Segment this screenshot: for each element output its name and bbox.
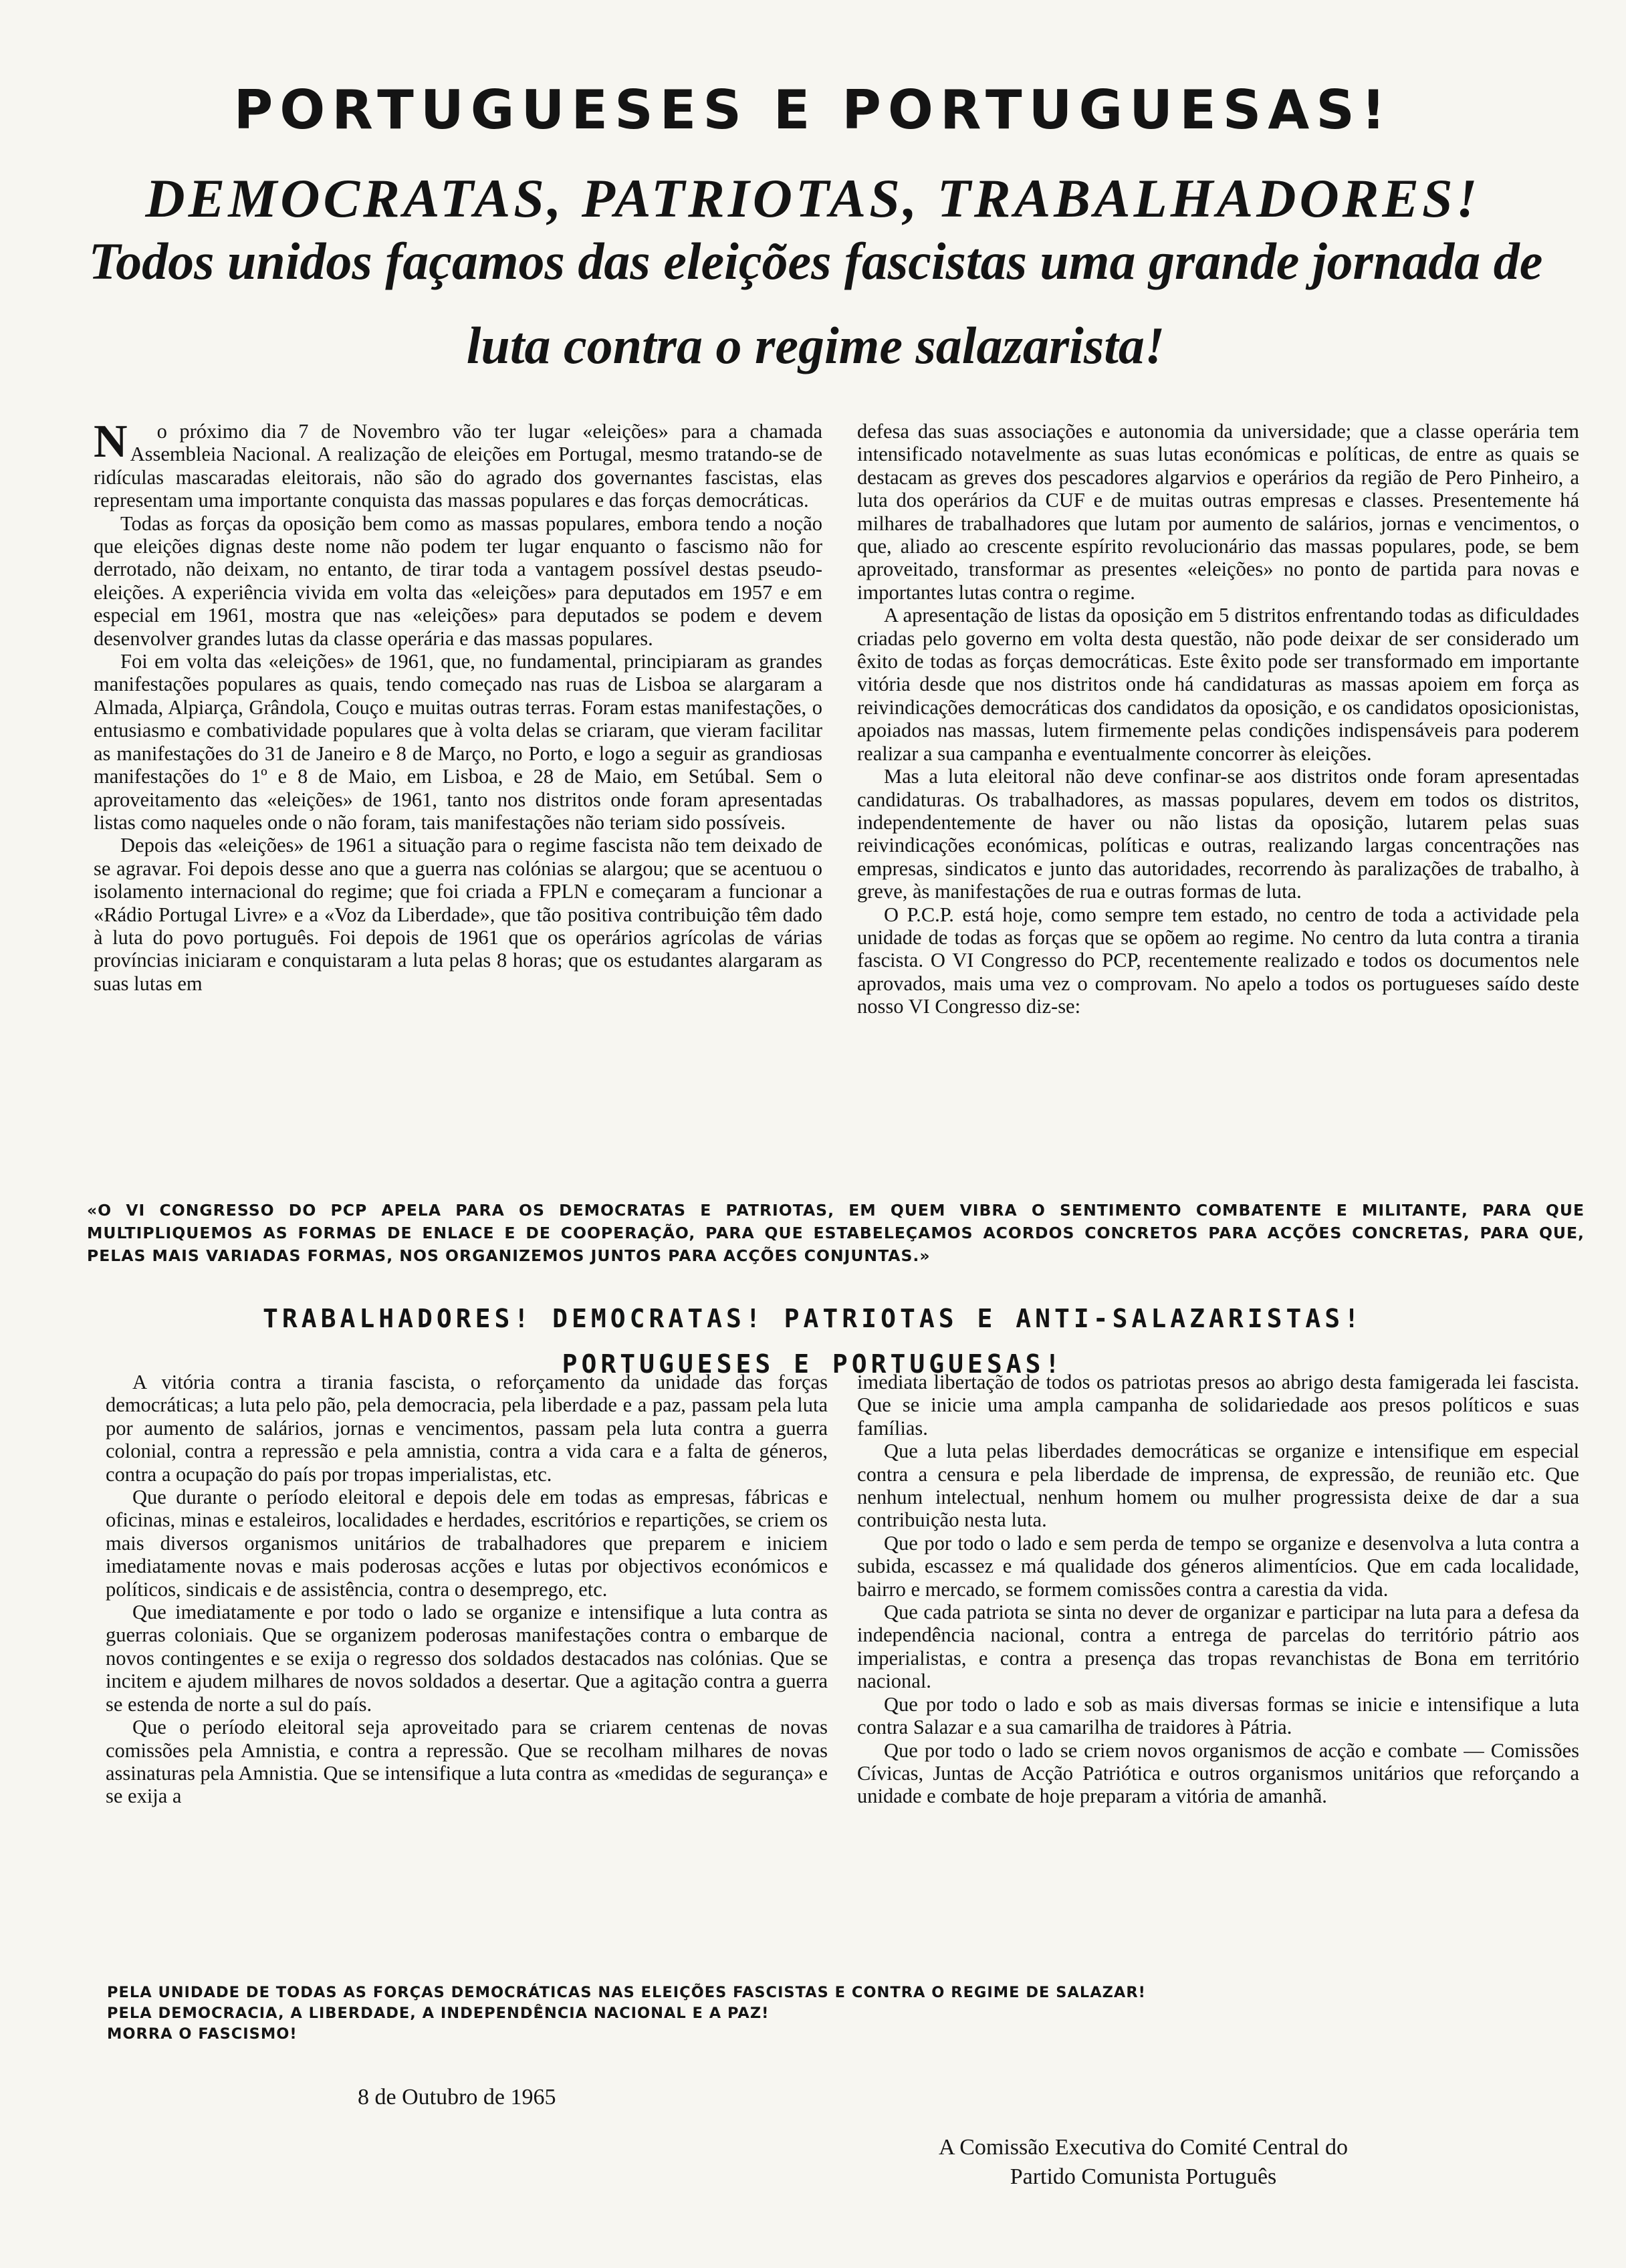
closing-line: PELA DEMOCRACIA, A LIBERDADE, A INDEPENDÊNCIA NACIONAL E A PAZ!	[107, 2005, 770, 2022]
column-3	[106, 1371, 828, 1808]
subhead: DEMOCRATAS, PATRIOTAS, TRABALHADORES!	[145, 168, 1481, 229]
paragraph: Que durante o período eleitoral e depois dele em todas as empresas, fábricas e oficinas, minas e estaleiros, localidades e herdades, escritórios e repartições, se criem os mais diversos organismos unitários de trabalhadores que preparem e iniciem imediatamente novas e mais poderosas acções e lutas por objectivos económicos e políticos, sindicais e de assistência, contra o desemprego, etc.	[106, 1486, 828, 1601]
callout-line-1: TRABALHADORES! DEMOCRATAS! PATRIOTAS E ANTI-SALAZARISTAS!	[262, 1304, 1364, 1333]
drop-cap: N	[94, 416, 128, 467]
paragraph: Que por todo o lado e sem perda de tempo se organize e desenvolva a luta contra a subida, escassez e má qualidade dos géneros alimentícios. Que em cada localidade, bairro e mercado, se formem comissões contra a carestia da vida.	[857, 1531, 1579, 1601]
slogan: Todos unidos façamos das eleições fascistas uma grande jornada de luta contra o regime salazarista!	[88, 232, 1543, 374]
paragraph: Mas a luta eleitoral não deve confinar-se aos distritos onde foram apresentadas candidaturas. Os trabalhadores, as massas populares, devem em todos os distritos, independentemente de haver ou não listas da oposição, lutarem pelas suas reivindicações económicas, políticas e outras, realizando largas concentrações nas empresas, sindicatos e junto das autoridades, recorrendo às paralizações de trabalho, à greve, às manifestações de rua e outras formas de luta.	[857, 765, 1579, 903]
signature	[869, 2133, 1417, 2192]
column-4	[857, 1371, 1579, 1808]
paragraph: Todas as forças da oposição bem como as massas populares, embora tendo a noção que eleições dignas deste nome não podem ter lugar enquanto o fascismo não for derrotado, não deixam, no entanto, de tirar toda a vantagem possível destas pseudo-eleições. A experiência vivida em volta das «eleições» para deputados em 1957 e em especial em 1961, mostra que nas «eleições» para deputados se podem e devem desenvolver grandes lutas da classe operária e das massas populares.	[94, 512, 822, 650]
signature-line: A Comissão Executiva do Comité Central do	[939, 2135, 1348, 2160]
column-1	[94, 416, 822, 995]
congress-quote: «O VI CONGRESSO DO PCP APELA PARA OS DEMOCRATAS E PATRIOTAS, EM QUEM VIBRA O SENTIMENTO COMBATENTE E MILITANTE, PARA QUE MULTIPLIQUEMOS AS FORMAS DE ENLACE E DE COOPERAÇÃO, PARA QUE ESTABELEÇAMOS ACORDOS CONCRETOS PARA ACÇÕES CONCRETAS, PARA QUE, PELAS MAIS VARIADAS FORMAS, NOS ORGANIZEMOS JUNTOS PARA ACÇÕES CONJUNTAS.»	[87, 1201, 1585, 1265]
paragraph: O P.C.P. está hoje, como sempre tem estado, no centro de toda a actividade pela unidade de todas as forças que se opõem ao regime. No centro da luta contra a tirania fascista. O VI Congresso do PCP, recentemente realizado e todos os documentos nele aprovados, mais uma vez o comprovam. No apelo a todos os portugueses saído deste nosso VI Congresso diz-se:	[857, 903, 1579, 1018]
date: 8 de Outubro de 1965	[358, 2085, 556, 2110]
paragraph: imediata libertação de todos os patriotas presos ao abrigo desta famigerada lei fascista. Que se inicie uma ampla campanha de solidariedade aos presos políticos e suas famílias.	[857, 1371, 1579, 1440]
paragraph: Que a luta pelas liberdades democráticas se organize e intensifique em especial contra a censura e pela liberdade de imprensa, de expressão, de reunião etc. Que nenhum intelectual, nenhum homem ou mulher progressista deixe de dar a sua contribuição nesta luta.	[857, 1440, 1579, 1532]
paragraph: A vitória contra a tirania fascista, o reforçamento da unidade das forças democráticas; a luta pelo pão, pela democracia, pela liberdade e a paz, passam pela luta por aumento de salários, jornas e vencimentos, passam pela luta contra a guerra colonial, contra a repressão e pela amnistia, contra a vida cara e a falta de géneros, contra a ocupação do país por tropas imperialistas, etc.	[106, 1371, 828, 1486]
paragraph: Que cada patriota se sinta no dever de organizar e participar na luta para a defesa da independência nacional, contra a entrega de parcelas do território pátrio aos imperialistas, e contra a presença das tropas revanchistas de Bona em território nacional.	[857, 1601, 1579, 1693]
paragraph: A apresentação de listas da oposição em 5 distritos enfrentando todas as dificuldades criadas pelo governo em volta desta questão, não pode deixar de ser considerado um êxito de todas as forças democráticas. Este êxito pode ser transformado em importante vitória desde que nos distritos onde há candidaturas as massas apoiem em força as reivindicações democráticas dos candidatos da oposição, e os candidatos oposicionistas, apoiados nas massas, lutem firmemente pelas condições indispensáveis para poderem realizar a sua campanha e eventualmente concorrer às eleições.	[857, 604, 1579, 765]
closing-slogans	[107, 1982, 1146, 2045]
paragraph: Que o período eleitoral seja aproveitado para se criarem centenas de novas comissões pela Amnistia, e contra a repressão. Que se recolham milhares de novas assinaturas pela Amnistia. Que se intensifique a luta contra as «medidas de segurança» e se exija a	[106, 1716, 828, 1808]
paragraph: Foi em volta das «eleições» de 1961, que, no fundamental, principiaram as grandes manifestações populares as quais, tendo começado nas ruas de Lisboa se alargaram a Almada, Alpiarça, Grândola, Couço e muitas outras terras. Foram estas manifestações, o entusiasmo e combatividade populares que à volta delas se criaram, que vieram facilitar as manifestações do 31 de Janeiro e 8 de Março, no Porto, e logo a seguir as grandiosas manifestações do 1º e 8 de Maio, em Lisboa, e 28 de Maio, em Setúbal. Sem o aproveitamento das «eleições» de 1961, tanto nos distritos onde foram apresentadas listas como naqueles onde o não foram, tais manifestações não teriam sido possíveis.	[94, 650, 822, 834]
paragraph: Depois das «eleições» de 1961 a situação para o regime fascista não tem deixado de se agravar. Foi depois desse ano que a guerra nas colónias se alargou; que se acentuou o isolamento internacional do regime; que foi criada a FPLN e começaram a funcionar a «Rádio Portugal Livre» e a «Voz da Liberdade», que tão positiva contribuição têm dado à luta do povo português. Foi depois de 1961 que os operários agrícolas de várias províncias iniciaram e conquistaram a luta pelas 8 horas; que os estudantes alargaram as suas lutas em	[94, 834, 822, 995]
paragraph: Que por todo o lado se criem novos organismos de acção e combate — Comissões Cívicas, Juntas de Acção Patriótica e outros organismos unitários que reforçando a unidade e combate de hoje preparam a vitória de amanhã.	[857, 1738, 1579, 1808]
paragraph: Que imediatamente e por todo o lado se organize e intensifique a luta contra as guerras coloniais. Que se organizem poderosas manifestações contra o embarque de novos contingentes e se exija o regresso dos soldados destacados nas colónias. Que se incitem e ajudem milhares de novos soldados a desertar. Que a agitação contra a guerra se estenda de norte a sul do país.	[106, 1601, 828, 1716]
callout-line-2: PORTUGUESES E PORTUGUESAS!	[562, 1349, 1064, 1379]
paragraph: N o próximo dia 7 de Novembro vão ter lugar «eleições» para a chamada Assembleia Nacional. A realização de eleições em Portugal, mesmo tratando-se de ridículas mascaradas eleitorais, não são do agrado dos governantes fascistas, elas representam uma importante conquista das massas populares e das forças democráticas.	[94, 420, 822, 512]
headline: PORTUGUESES E PORTUGUESAS!	[233, 79, 1393, 141]
closing-line: MORRA O FASCISMO!	[107, 2025, 298, 2043]
signature-line: Partido Comunista Português	[1010, 2164, 1277, 2189]
closing-line: PELA UNIDADE DE TODAS AS FORÇAS DEMOCRÁTICAS NAS ELEIÇÕES FASCISTAS E CONTRA O REGIME DE SALAZAR!	[107, 1984, 1146, 2001]
paragraph: Que por todo o lado e sob as mais diversas formas se inicie e intensifique a luta contra Salazar e a sua camarilha de traidores à Pátria.	[857, 1692, 1579, 1739]
column-2	[857, 420, 1579, 1018]
paragraph: defesa das suas associações e autonomia da universidade; que a classe operária tem intensificado notavelmente as suas lutas económicas e políticas, de entre as quais se destacam as greves dos pescadores algarvios e operários da região de Pero Pinheiro, a luta dos operários da CUF e de muitas outras empresas e classes. Presentemente há milhares de trabalhadores que lutam por aumento de salários, jornas e vencimentos, o que, aliado ao crescente espírito revolucionário das massas populares, pode, se bem aproveitado, transformar as presentes «eleições» no ponto de partida para novas e importantes lutas contra o regime.	[857, 420, 1579, 604]
